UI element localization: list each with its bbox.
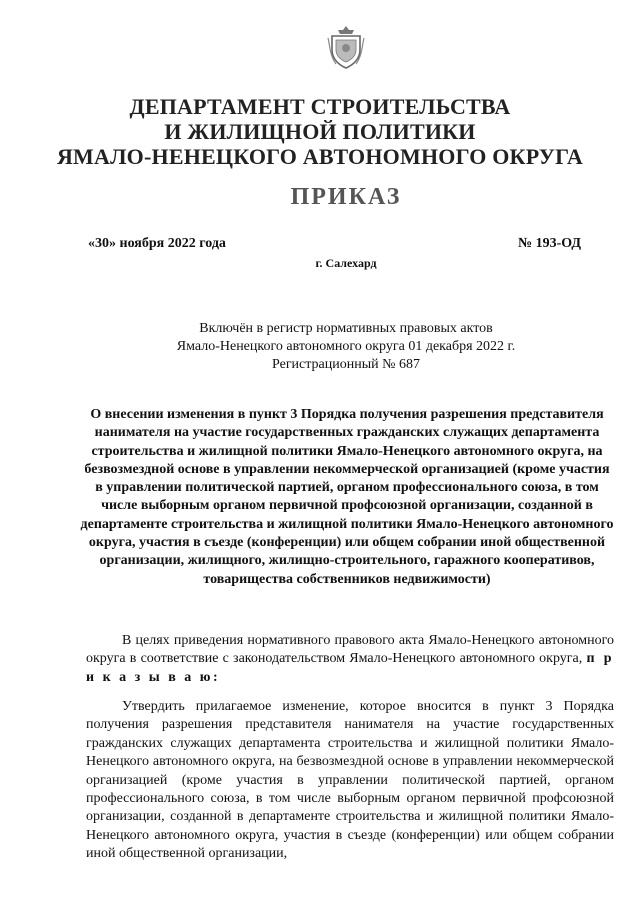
preamble-paragraph: [86, 632, 614, 687]
registry-line-3: Регистрационный № 687: [272, 357, 420, 372]
order-paragraph: Утвердить прилагаемое изменение, которое вносится в пункт 3 Порядка получения разрешения представителя нанимателя на участие государственных гражданских служащих департамента строительства и жилищной политики Ямало-Ненецкого автономного округа, на безвозмездной основе в управлении некоммерческой организацией (кроме участия в управлении политической партией, органом профессионального союза, в том числе выборным органом первичной профсоюзной организации, созданной в департаменте строительства и жилищной политики Ямало-Ненецкого автономного округа, участия в съезде (конференции) или общем собрании иной общественной организации,: [86, 699, 614, 862]
department-line-3: ЯМАЛО-НЕНЕЦКОГО АВТОНОМНОГО ОКРУГА: [56, 144, 584, 169]
order-city: г. Салехард: [315, 256, 377, 270]
coat-of-arms-icon: [326, 24, 366, 70]
order-number: № 193-ОД: [518, 236, 582, 251]
department-line-2: И ЖИЛИЩНОЙ ПОЛИТИКИ: [164, 119, 476, 144]
document-type-title: ПРИКАЗ: [290, 184, 402, 210]
department-name: [40, 94, 600, 169]
preamble-text: В целях приведения нормативного правового акта Ямало-Ненецкого автономного округа в соответствие с законодательством Ямало-Ненецкого автономного округа,: [86, 633, 614, 667]
order-word: п р и к а з ы в а ю:: [86, 651, 614, 685]
order-heading: О внесении изменения в пункт 3 Порядка получения разрешения представителя нанимателя на участие государственных гражданских служащих департамента строительства и жилищной политики Ямало-Ненецкого автономного округа, на безвозмездной основе в управлении некоммерческой организацией (кроме участия в управлении политической партией, органом профессионального союза, в том числе выборным органом первичной профсоюзной организации, созданной в департаменте строительства и жилищной политики Ямало-Ненецкого автономного округа, участия в съезде (конференции) или общем собрании иной общественной организации, жилищного, жилищно-строительного, гаражного кооперативов, товарищества собственников недвижимости): [80, 407, 614, 587]
order-date: «30» ноября 2022 года: [88, 236, 226, 251]
registry-line-1: Включён в регистр нормативных правовых актов: [199, 321, 493, 336]
registry-note: [140, 320, 552, 374]
department-line-1: ДЕПАРТАМЕНТ СТРОИТЕЛЬСТВА: [129, 94, 511, 119]
registry-line-2: Ямало-Ненецкого автономного округа 01 декабря 2022 г.: [176, 339, 516, 354]
